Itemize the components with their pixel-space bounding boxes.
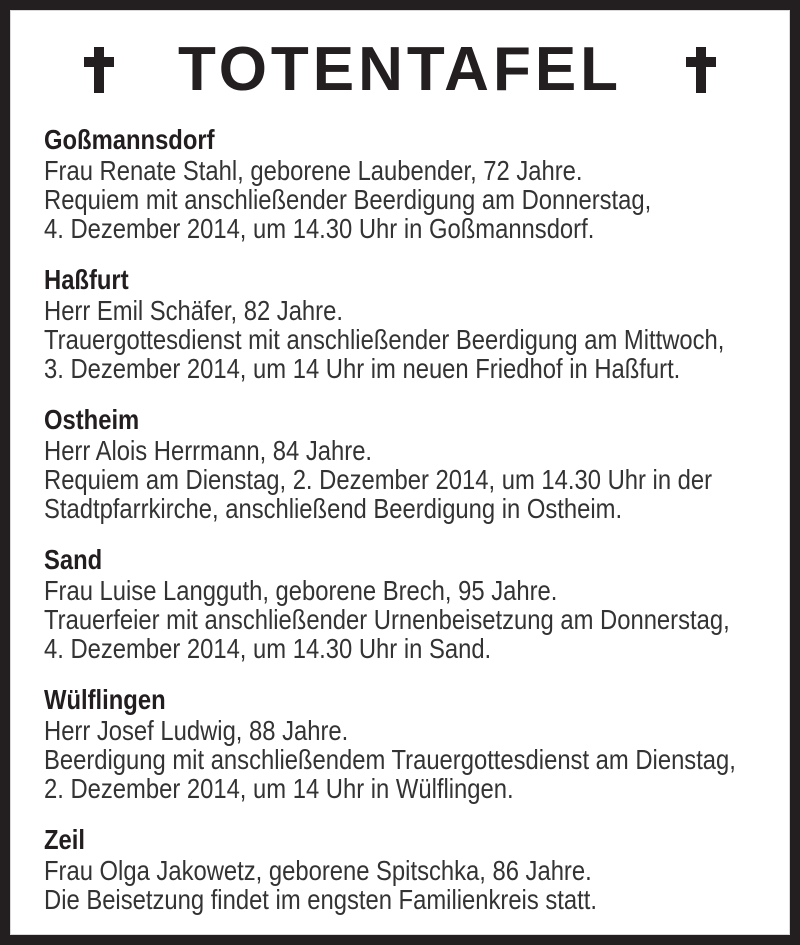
notice-line: Herr Josef Ludwig, 88 Jahre.	[44, 715, 349, 746]
notice-gossmannsdorf	[44, 124, 792, 243]
town-heading: Zeil	[44, 824, 85, 855]
town-heading: Sand	[44, 544, 103, 575]
notice-line: 4. Dezember 2014, um 14.30 Uhr in Sand.	[44, 633, 492, 664]
notice-line: Herr Emil Schäfer, 82 Jahre.	[44, 295, 343, 326]
notice-list	[44, 124, 792, 935]
dagger-cross-icon-right	[686, 47, 716, 93]
notice-line: Frau Luise Langguth, geborene Brech, 95 Jahre.	[44, 575, 558, 606]
notice-line: Beerdigung mit anschließendem Trauergottesdienst am Dienstag,	[44, 744, 736, 775]
town-heading: Ostheim	[44, 404, 140, 435]
town-heading: Goßmannsdorf	[44, 124, 215, 155]
notice-line: Frau Renate Stahl, geborene Laubender, 72 Jahre.	[44, 155, 583, 186]
town-heading: Wülflingen	[44, 684, 166, 715]
town-heading: Haßfurt	[44, 264, 129, 295]
notice-zeil	[44, 824, 792, 914]
notice-line: 3. Dezember 2014, um 14 Uhr im neuen Friedhof in Haßfurt.	[44, 353, 681, 384]
notice-line: 4. Dezember 2014, um 14.30 Uhr in Goßmannsdorf.	[44, 213, 595, 244]
notice-line: Die Beisetzung findet im engsten Familienkreis statt.	[44, 884, 597, 915]
notice-wuelflingen	[44, 684, 792, 803]
notice-line: Trauerfeier mit anschließender Urnenbeisetzung am Donnerstag,	[44, 604, 730, 635]
notice-line: Requiem mit anschließender Beerdigung am Donnerstag,	[44, 184, 652, 215]
notice-sand	[44, 544, 792, 663]
notice-line: Frau Olga Jakowetz, geborene Spitschka, 86 Jahre.	[44, 855, 592, 886]
notice-line: 2. Dezember 2014, um 14 Uhr in Wülflingen.	[44, 773, 514, 804]
page-title: TOTENTAFEL	[177, 35, 623, 104]
board-header	[0, 0, 800, 120]
notice-line: Requiem am Dienstag, 2. Dezember 2014, um 14.30 Uhr in der	[44, 464, 713, 495]
notice-ostheim	[44, 404, 792, 523]
notice-hassfurt	[44, 264, 792, 383]
notice-line: Trauergottesdienst mit anschließender Beerdigung am Mittwoch,	[44, 324, 725, 355]
notice-line: Herr Alois Herrmann, 84 Jahre.	[44, 435, 373, 466]
notice-line: Stadtpfarrkirche, anschließend Beerdigung in Ostheim.	[44, 493, 623, 524]
